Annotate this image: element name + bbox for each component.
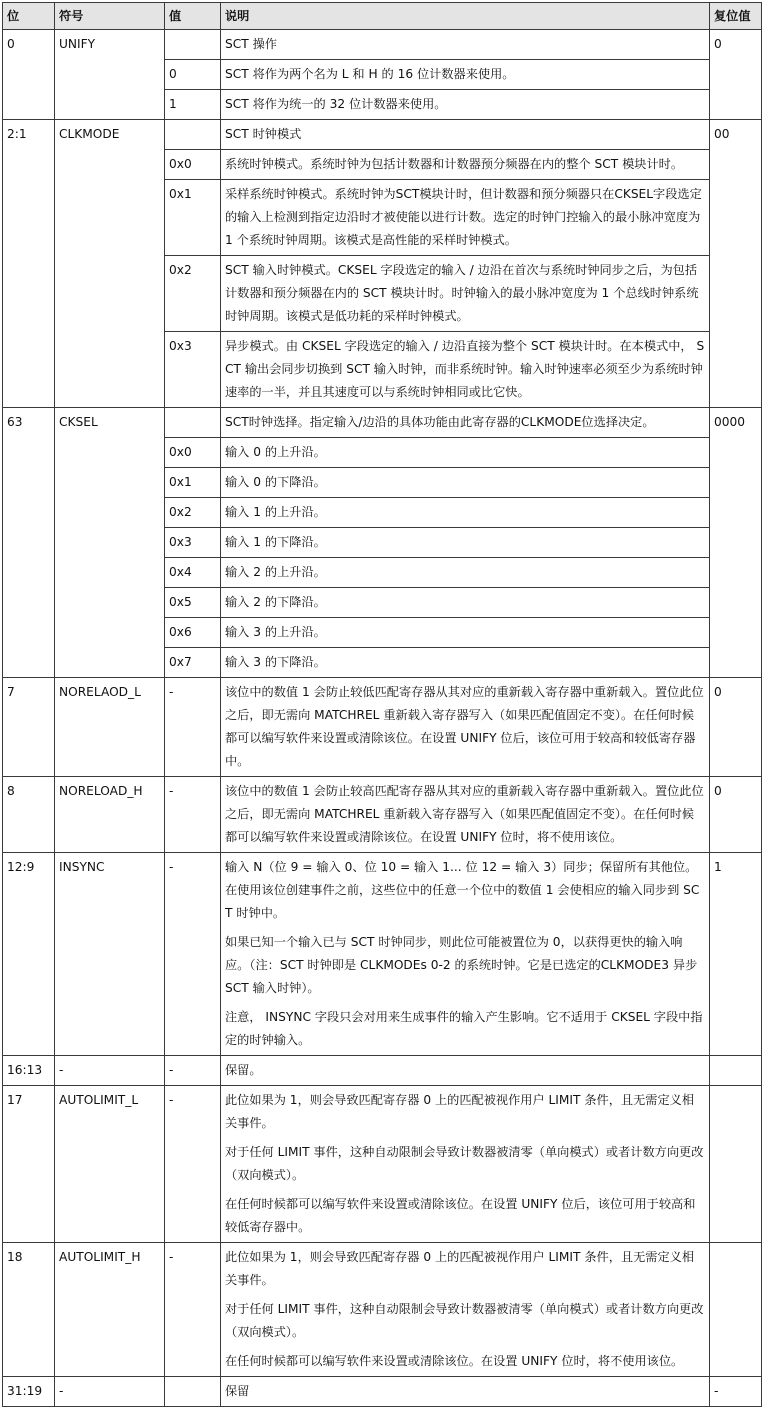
description-cell: 输入 3 的上升沿。 [221,618,710,648]
bit-cell: 18 [3,1243,55,1377]
description-cell: 输入 1 的上升沿。 [221,498,710,528]
symbol-cell: CLKMODE [55,120,165,408]
value-cell [165,30,221,60]
value-cell: 0x0 [165,438,221,468]
value-cell: 0x2 [165,498,221,528]
description-cell: 采样系统时钟模式。系统时钟为SCT模块计时，但计数器和预分频器只在CKSEL字段选定的输入上检测到指定边沿时才被使能以进行计数。选定的时钟门控输入的最小脉冲宽度为 1 个系统时钟周期。该模式是高性能的采样时钟模式。 [221,180,710,256]
value-cell: 0x3 [165,332,221,408]
symbol-cell: INSYNC [55,853,165,1056]
bit-cell: 2:1 [3,120,55,408]
symbol-cell: UNIFY [55,30,165,120]
bit-cell: 0 [3,30,55,120]
header-value: 值 [165,3,221,30]
reset-cell: 0 [710,30,762,120]
description-cell: SCT 将作为统一的 32 位计数器来使用。 [221,90,710,120]
table-row [3,777,762,853]
symbol-cell: CKSEL [55,408,165,678]
table-row [3,678,762,777]
description-paragraph: 此位如果为 1，则会导致匹配寄存器 0 上的匹配被视作用户 LIMIT 条件，且无需定义相关事件。 [225,1250,695,1287]
description-cell: SCT 将作为两个名为 L 和 H 的 16 位计数器来使用。 [221,60,710,90]
description-cell: SCT 操作 [221,30,710,60]
reset-cell: - [710,1377,762,1407]
description-cell: 输入 2 的上升沿。 [221,558,710,588]
table-row [3,1377,762,1407]
value-cell: - [165,1086,221,1243]
description-paragraph: 注意， INSYNC 字段只会对用来生成事件的输入产生影响。它不适用于 CKSEL 字段中指定的时钟输入。 [225,1010,703,1047]
description-paragraph: 输入 N（位 9 = 输入 0、位 10 = 输入 1... 位 12 = 输入 3）同步；保留所有其他位。在使用该位创建事件之前，这些位中的任意一个位中的数值 1 会使相应的输入同步到 SCT 时钟中。 [225,860,700,920]
value-cell: - [165,678,221,777]
bit-cell: 63 [3,408,55,678]
header-description: 说明 [221,3,710,30]
description-cell: SCT时钟选择。指定输入/边沿的具体功能由此寄存器的CLKMODE位选择决定。 [221,408,710,438]
bit-cell: 8 [3,777,55,853]
header-symbol: 符号 [55,3,165,30]
value-cell: 0x7 [165,648,221,678]
description-cell: 输入 0 的上升沿。 [221,438,710,468]
value-cell: 0x5 [165,588,221,618]
description-cell: 异步模式。由 CKSEL 字段选定的输入 / 边沿直接为整个 SCT 模块计时。在本模式中， SCT 输出会同步切换到 SCT 输入时钟，而非系统时钟。输入时钟速率必须至少为系统时钟速率的一半，并且其速度可以与系统时钟相同或比它快。 [221,332,710,408]
description-paragraph: 在任何时候都可以编写软件来设置或清除该位。在设置 UNIFY 位后，该位可用于较高和较低寄存器中。 [225,1197,696,1234]
description-paragraph: 对于任何 LIMIT 事件，这种自动限制会导致计数器被清零（单向模式）或者计数方向更改（双向模式）。 [225,1302,704,1339]
symbol-cell: NORELOAD_H [55,777,165,853]
symbol-cell: - [55,1056,165,1086]
value-cell: 0x2 [165,256,221,332]
bit-cell: 31:19 [3,1377,55,1407]
reset-cell: 0 [710,678,762,777]
table-row [3,30,762,60]
description-cell: SCT 时钟模式 [221,120,710,150]
description-cell [221,1086,710,1243]
reset-cell: 0000 [710,408,762,678]
value-cell: 1 [165,90,221,120]
description-cell: 输入 0 的下降沿。 [221,468,710,498]
value-cell: 0x1 [165,468,221,498]
description-paragraph: 在任何时候都可以编写软件来设置或清除该位。在设置 UNIFY 位时，将不使用该位。 [225,1354,684,1368]
bit-cell: 16:13 [3,1056,55,1086]
value-cell: 0x0 [165,150,221,180]
description-cell: 输入 3 的下降沿。 [221,648,710,678]
symbol-cell: AUTOLIMIT_H [55,1243,165,1377]
value-cell: - [165,777,221,853]
register-table [2,2,762,1407]
description-cell: SCT 输入时钟模式。CKSEL 字段选定的输入 / 边沿在首次与系统时钟同步之后，为包括计数器和预分频器在内的 SCT 模块计时。时钟输入的最小脉冲宽度为 1 个总线时钟系统时钟周期。该模式是低功耗的采样时钟模式。 [221,256,710,332]
reset-cell: 1 [710,853,762,1056]
table-row [3,1056,762,1086]
value-cell: 0x1 [165,180,221,256]
symbol-cell: NORELAOD_L [55,678,165,777]
reset-cell: 00 [710,120,762,408]
value-cell: - [165,853,221,1056]
description-cell: 保留 [221,1377,710,1407]
header-reset-value: 复位值 [710,3,762,30]
reset-cell [710,1086,762,1243]
description-paragraph: 如果已知一个输入已与 SCT 时钟同步，则此位可能被置位为 0，以获得更快的输入响应。（注：SCT 时钟即是 CLKMODEs 0-2 的系统时钟。它是已选定的CLKMODE3 异步 SCT 输入时钟）。 [225,935,698,995]
table-row [3,853,762,1056]
symbol-cell: AUTOLIMIT_L [55,1086,165,1243]
value-cell: - [165,1243,221,1377]
value-cell [165,408,221,438]
reset-cell [710,1056,762,1086]
table-row [3,1086,762,1243]
table-row [3,120,762,150]
value-cell: 0x3 [165,528,221,558]
description-paragraph: 此位如果为 1，则会导致匹配寄存器 0 上的匹配被视作用户 LIMIT 条件，且无需定义相关事件。 [225,1093,695,1130]
value-cell: 0x4 [165,558,221,588]
description-cell: 输入 1 的下降沿。 [221,528,710,558]
table-row [3,1243,762,1377]
description-cell: 输入 2 的下降沿。 [221,588,710,618]
description-cell: 该位中的数值 1 会防止较低匹配寄存器从其对应的重新载入寄存器中重新载入。置位此位之后，即无需向 MATCHREL 重新载入寄存器写入（如果匹配值固定不变）。在任何时候都可以编写软件来设置或清除该位。在设置 UNIFY 位后，该位可用于较高和较低寄存器中。 [221,678,710,777]
header-row [3,3,762,30]
value-cell: 0x6 [165,618,221,648]
value-cell: - [165,1056,221,1086]
bit-cell: 7 [3,678,55,777]
reset-cell: 0 [710,777,762,853]
description-cell: 该位中的数值 1 会防止较高匹配寄存器从其对应的重新载入寄存器中重新载入。置位此位之后，即无需向 MATCHREL 重新载入寄存器写入（如果匹配值固定不变）。在任何时候都可以编写软件来设置或清除该位。在设置 UNIFY 位时，将不使用该位。 [221,777,710,853]
description-paragraph: 对于任何 LIMIT 事件，这种自动限制会导致计数器被清零（单向模式）或者计数方向更改（双向模式）。 [225,1145,704,1182]
table-row [3,408,762,438]
symbol-cell: - [55,1377,165,1407]
description-cell: 保留。 [221,1056,710,1086]
bit-cell: 12:9 [3,853,55,1056]
reset-cell [710,1243,762,1377]
value-cell: 0 [165,60,221,90]
value-cell [165,1377,221,1407]
description-cell: 系统时钟模式。系统时钟为包括计数器和计数器预分频器在内的整个 SCT 模块计时。 [221,150,710,180]
bit-cell: 17 [3,1086,55,1243]
description-cell [221,853,710,1056]
description-cell [221,1243,710,1377]
value-cell [165,120,221,150]
header-bit: 位 [3,3,55,30]
